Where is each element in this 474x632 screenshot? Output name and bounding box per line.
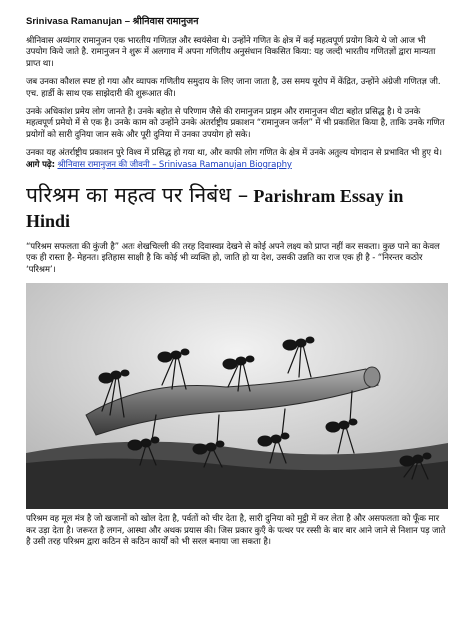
section-title-english: Parishram Essay in Hindi bbox=[26, 186, 404, 232]
essay-paragraph-1: “परिश्रम सफलता की कुंजी है” अतः शेखचिल्ली की तरह दिवास्वप्न देखने से कोई अपने लक्ष्य को प्राप्त नहीं कर सकता। कुछ पाने का केवल एक ही रास्ता है- मेहनत। इतिहास साक्षी है कि कोई भी व्यक्ति हो, जाति हो या देश, उसकी उन्नति का राज एक ही है - “निरन्तर कठोर ‘परिश्रम’। bbox=[26, 242, 440, 275]
paragraph-theorems: उनके अधिकांश प्रमेय लोग जानते है। उनके बहोत से परिणाम जैसे की रामानुजन प्राइम और रामानुजन थीटा बहोत प्रसिद्ध है। ये उनके महत्वपूर्ण प्रमेयो में से एक है। उनके काम को उन्होंने उनके अंतर्राष्ट्रीय प्रकाशन “रामानुजन जर्नल” में भी प्रकाशित किया है, ताकि उनके गणित प्रयोगों को सारी दुनिया जान सके और पूरी दुनिया में उनका उपयोग हो सके। bbox=[26, 107, 445, 140]
photo-log-end bbox=[364, 367, 380, 387]
read-more-label: आगे पढ़े: bbox=[26, 159, 55, 170]
essay-paragraph-2: परिश्रम वह मूल मंत्र है जो खजानों को खोल देता है, पर्वतों को चीर देता है, सारी दुनिया को मुट्ठी में कर लेता है और असफलता को फूँक मार कर उड़ा देता है। जरूरत है लगन, आस्था और अथक प्रयास की। जिस प्रकार कुएँ के पत्थर पर रस्सी के बार बार आने जाने से निशान पड़ जाते है उसी तरह परिश्रम द्वारा कठिन से कठिन कार्यों को भी सरल बनाया जा सकता है। bbox=[26, 514, 446, 548]
publication-text: उनका यह अंतर्राष्ट्रीय प्रकाशन पुरे विश्व में प्रसिद्ध हो गया था, और काफी लोग गणित के क्षेत्र में उनके अतुल्य योगदान से प्रभावित भी हुए थे। bbox=[26, 148, 442, 159]
paragraph-hardy: जब उनका कौशल स्पष्ट हो गया और व्यापक गणितीय समुदाय के लिए जाना जाता है, उस समय यूरोप में केंद्रित, उन्होंने अंग्रेजी गणितज्ञ जी. एच. हार्डी के साथ एक साझेदारी की शुरूआत की। bbox=[26, 77, 441, 99]
section-title-hindi: परिश्रम का महत्व पर निबंध – bbox=[26, 183, 249, 208]
paragraph-intro: श्रीनिवास अय्यंगार रामानुजन एक भारतीय गणितज्ञ और स्वयंसेवा थे। उन्होंने गणित के क्षेत्र में कई महत्वपूर्ण प्रयोग किये थे जो आज भी उपयोग किये जाते है. रामानुजन ने शुरू में अलगाव में अपना गणितीय अनुसंधान विकसित किया: यह जल्दी भारतीय गणितज्ञों द्वारा मान्यता प्राप्त था। bbox=[26, 36, 436, 69]
section-title bbox=[26, 183, 448, 234]
ants-photo-illustration bbox=[26, 283, 448, 509]
ants-carrying-log-image bbox=[26, 283, 448, 509]
page-header-title: Srinivasa Ramanujan – श्रीनिवास रामानुजन bbox=[26, 16, 199, 27]
biography-link[interactable]: श्रीनिवास रामानुजन की जीवनी – Srinivasa Ramanujan Biography bbox=[57, 159, 292, 170]
paragraph-publication bbox=[26, 148, 448, 171]
